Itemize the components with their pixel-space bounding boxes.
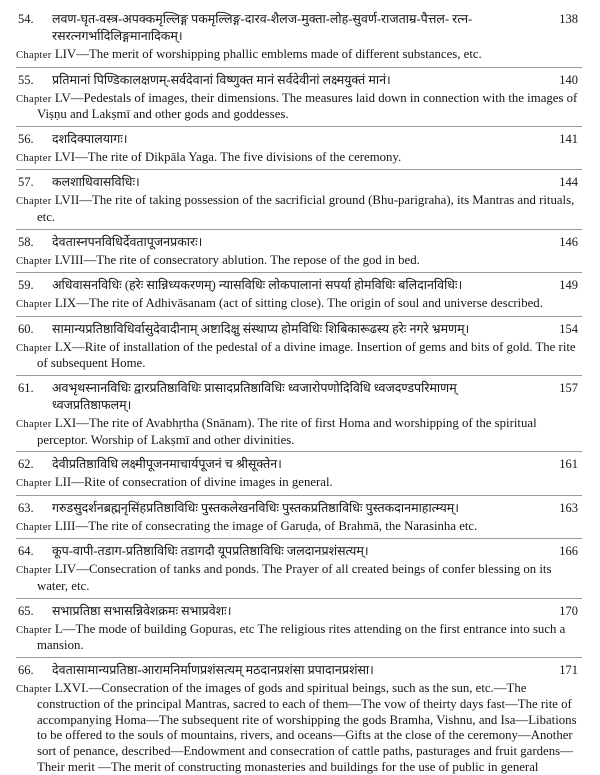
sanskrit-title: दशदिक्पालयागः। <box>52 131 128 146</box>
page-number: 141 <box>559 131 578 146</box>
entry-number: 63. <box>18 500 34 515</box>
chapter-description <box>16 414 582 448</box>
sanskrit-title: अधिवासनविधिः (हरेः सान्निध्यकरणम्) न्यासविधिः लोकपालानां सपर्या होमविधिः बलिदानविधिः। <box>52 278 463 293</box>
page-number: 138 <box>559 12 578 26</box>
sanskrit-title: अवभृथस्नानविधिः द्वारप्रतिष्ठाविधिः प्रासादप्रतिष्ठाविधिः ध्वजारोपणोदिविधि ध्वजदण्डपरिमाणम् ध्वजप्रतिष्ठाफलम्। <box>52 380 457 412</box>
toc-entry-62 <box>16 452 582 496</box>
entry-number: 62. <box>18 457 34 472</box>
page-number: 149 <box>559 278 578 293</box>
chapter-text: LII—Rite of consecration of divine images in general. <box>54 475 333 490</box>
chapter-description <box>16 620 582 654</box>
sanskrit-line <box>16 599 582 620</box>
page-number: 170 <box>559 603 578 618</box>
sanskrit-line <box>16 127 582 148</box>
chapter-description <box>16 89 582 123</box>
sanskrit-line <box>16 658 582 679</box>
chapter-label: Chapter <box>16 342 52 354</box>
page-number: 146 <box>559 234 578 249</box>
chapter-text: LX—Rite of installation of the pedestal of a divine image. Insertion of gems and bits of gold. The rite of subsequent Home. <box>37 339 576 371</box>
toc-entry-56 <box>16 127 582 171</box>
sanskrit-line <box>16 452 582 473</box>
chapter-text: LIV—The merit of worshipping phallic emblems made of different substances, etc. <box>54 47 482 61</box>
page-number: 144 <box>559 175 578 190</box>
chapter-label: Chapter <box>16 624 52 636</box>
entry-number: 61. <box>18 380 34 395</box>
sanskrit-title: गरुडसुदर्शनब्रह्मनृसिंहप्रतिष्ठाविधिः पुस्तकलेखनविधिः पुस्तकप्रतिष्ठाविधिः पुस्तकदानमाहात्म्यम्। <box>52 500 459 515</box>
page-number: 171 <box>559 662 578 677</box>
sanskrit-title: लवण-घृत-वस्त्र-अपक्कमृल्लिङ्ग पकमृल्लिङ्ग-दारव-शैलज-मुक्ता-लोह-सुवर्ण-राजताम्र-पैत्तल- रत्न-रसरत्नगर्भादिलिङ्गमानादिकम्। <box>52 12 473 43</box>
chapter-text: LIX—The rite of Adhivāsanam (act of sitting close). The origin of soul and universe described. <box>54 296 543 311</box>
chapter-label: Chapter <box>16 418 52 430</box>
sanskrit-line <box>16 539 582 560</box>
chapter-description <box>16 560 582 594</box>
chapter-description <box>16 45 582 64</box>
chapter-text: LXVI.—Consecration of the images of gods and spiritual beings, such as the sun, etc.—The construction of the principal Mantras, sacred to each of them—The vow of theirty days fast—The rite of accompanying Homa—The subsequent rite of worshipping the gods Bramha, Vishnu, and Isa—Libations to be offered to the souls of mountains, rivers, and oceans—Gifts at the close of the ceremony—Another sort of penance, described—Endowment and consecration of cattle paths, pasturages and fruit gardens—Their merit —The merit of constructing monasteries and buildings for the use of public in general <box>37 680 577 774</box>
toc-entry-64 <box>16 539 582 598</box>
page-number: 140 <box>559 72 578 87</box>
toc-entry-57 <box>16 170 582 229</box>
sanskrit-title: सभाप्रतिष्ठा सभासन्निवेशक्रमः सभाप्रवेशः। <box>52 603 232 618</box>
chapter-description <box>16 473 582 492</box>
toc-entry-58 <box>16 230 582 274</box>
sanskrit-line <box>16 376 582 414</box>
sanskrit-title: देवीप्रतिष्ठाविधि लक्ष्मीपूजनमाचार्यपूजनं च श्रीसूक्तेन। <box>52 457 282 472</box>
sanskrit-title: कलशाधिवासविधिः। <box>52 175 140 190</box>
entry-number: 66. <box>18 662 34 677</box>
toc-entry-55 <box>16 68 582 127</box>
sanskrit-title: कूप-वापी-तडाग-प्रतिष्ठाविधिः तडागदौ यूपप्रतिष्ठाविधिः जलदानप्रशंसत्यम्। <box>52 544 369 559</box>
sanskrit-title: सामान्यप्रतिष्ठाविधिर्वासुदेवादीनाम् अष्टादिक्षु संस्थाप्य होमविधिः शिबिकारूढस्य हरेः नगरे भ्रमणम्। <box>52 321 470 336</box>
chapter-label: Chapter <box>16 565 52 577</box>
chapter-text: LIII—The rite of consecrating the image of Garuḍa, of Brahmā, the Narasinha etc. <box>54 518 478 533</box>
chapter-description <box>16 517 582 536</box>
sanskrit-title: प्रतिमानां पिण्डिकालक्षणम्-सर्वदेवानां विष्णुक्त मानं सर्वदेवीनां लक्ष्मयुक्तं मानं। <box>52 72 391 87</box>
chapter-label: Chapter <box>16 521 52 533</box>
sanskrit-line <box>16 317 582 338</box>
sanskrit-line <box>16 273 582 294</box>
chapter-description <box>16 294 582 313</box>
chapter-description <box>16 251 582 270</box>
chapter-label: Chapter <box>16 255 52 267</box>
chapter-label: Chapter <box>16 299 52 311</box>
chapter-text: LVIII—The rite of consecratory ablution. The repose of the god in bed. <box>54 252 420 267</box>
toc-entry-59 <box>16 273 582 317</box>
chapter-text: LVI—The rite of Dikpāla Yaga. The five divisions of the ceremony. <box>54 149 402 164</box>
toc-entry-65 <box>16 599 582 658</box>
sanskrit-title: देवतास्नपनविधिर्देवतापूजनप्रकारः। <box>52 234 203 249</box>
page-number: 154 <box>559 321 578 336</box>
chapter-description <box>16 338 582 372</box>
entry-number: 54. <box>18 12 34 26</box>
chapter-text: LV—Pedestals of images, their dimensions. The measures laid down in connection with the images of Viṣṇu and Lakṣmī and other gods and goddesses. <box>37 90 578 122</box>
entry-number: 57. <box>18 175 34 190</box>
chapter-label: Chapter <box>16 478 52 490</box>
chapter-label: Chapter <box>16 93 52 105</box>
page-number: 161 <box>559 457 578 472</box>
entry-number: 59. <box>18 278 34 293</box>
chapter-label: Chapter <box>16 152 52 164</box>
entry-number: 60. <box>18 321 34 336</box>
sanskrit-line <box>16 496 582 517</box>
chapter-text: LXI—The rite of Avabhṛtha (Snānam). The rite of first Homa and worshipping of the spiritual perceptor. Worship of Lakṣmī and other divinities. <box>37 415 537 447</box>
entry-number: 55. <box>18 72 34 87</box>
sanskrit-line <box>16 170 582 191</box>
sanskrit-line <box>16 230 582 251</box>
chapter-description <box>16 191 582 225</box>
sanskrit-line <box>16 7 582 45</box>
chapter-description <box>16 148 582 167</box>
entry-number: 58. <box>18 234 34 249</box>
chapter-text: L—The mode of building Gopuras, etc The religious rites attending on the first entrance into such a mansion. <box>37 621 566 653</box>
chapter-text: LIV—Consecration of tanks and ponds. The Prayer of all created beings of confer blessing on its water, etc. <box>37 562 552 593</box>
entry-number: 64. <box>18 544 34 559</box>
entry-number: 65. <box>18 603 34 618</box>
toc-entry-60 <box>16 317 582 376</box>
chapter-description <box>16 679 582 775</box>
page-number: 163 <box>559 500 578 515</box>
chapter-label: Chapter <box>16 196 52 208</box>
chapter-label: Chapter <box>16 683 52 695</box>
toc-entry-61 <box>16 376 582 452</box>
sanskrit-title: देवतासामान्यप्रतिष्ठा-आरामनिर्माणप्रशंसत्यम् मठदानप्रशंसा प्रपादानप्रशंसा। <box>52 662 374 677</box>
toc-entry-63 <box>16 496 582 540</box>
chapter-text: LVII—The rite of taking possession of the sacrificial ground (Bhu-parigraha), its Mantras and rituals, etc. <box>37 193 575 224</box>
entry-number: 56. <box>18 131 34 146</box>
toc-entry-54 <box>16 7 582 68</box>
sanskrit-line <box>16 68 582 89</box>
chapter-label: Chapter <box>16 50 52 61</box>
page-number: 157 <box>559 380 578 395</box>
toc-entry-66 <box>16 658 582 775</box>
page-number: 166 <box>559 544 578 559</box>
